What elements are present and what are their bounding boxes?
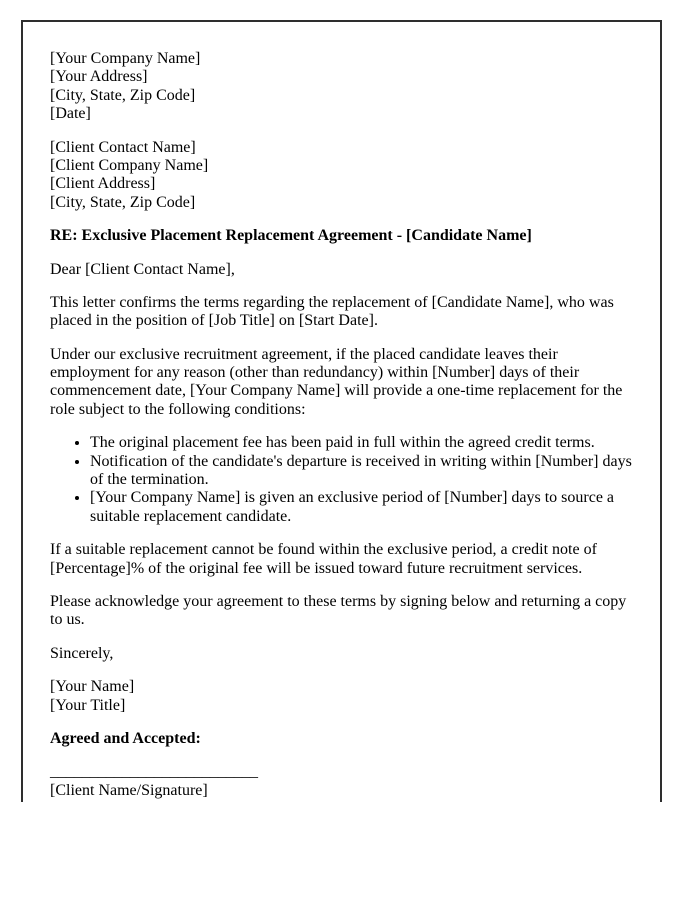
- recipient-city-state-zip-line: [City, State, Zip Code]: [50, 193, 196, 211]
- paragraph-credit-note: If a suitable replacement cannot be found within the exclusive period, a credit note of [Percentage]% of the original fee will be issued toward future recruitment services.: [50, 541, 597, 577]
- sender-title-line: [Your Title]: [50, 696, 126, 714]
- condition-item-fee-paid: • The original placement fee has been paid in full within the agreed credit terms.: [90, 434, 633, 452]
- conditions-list: [50, 434, 633, 526]
- sender-signature-block: [50, 678, 633, 715]
- recipient-address-line: [Client Address]: [50, 175, 156, 193]
- sender-city-state-zip-line: [City, State, Zip Code]: [50, 86, 196, 104]
- paragraph-intro: This letter confirms the terms regarding the replacement of [Candidate Name], who was placed in the position of [Job Title] on [Start Date].: [50, 293, 614, 330]
- letter-date-line: [Date]: [50, 105, 91, 123]
- sender-name-line: [Your Name]: [50, 678, 135, 696]
- agreement-heading: Agreed and Accepted:: [50, 729, 201, 747]
- paragraph-acknowledge: Please acknowledge your agreement to these terms by signing below and returning a copy to us.: [50, 592, 627, 629]
- client-signature-area: [50, 763, 633, 800]
- recipient-contact-line: [Client Contact Name]: [50, 138, 196, 156]
- condition-item-exclusive-period: • [Your Company Name] is given an exclusive period of [Number] days to source a suitable replacement candidate.: [90, 489, 633, 526]
- paragraph-terms: Under our exclusive recruitment agreement, if the placed candidate leaves their employment for any reason (other than redundancy) within [Number] days of their commencement date, [Your Company Name] will provide a one-time replacement for the role subject to the following conditions:: [50, 345, 623, 418]
- salutation: Dear [Client Contact Name],: [50, 260, 235, 278]
- signature-label: [Client Name/Signature]: [50, 781, 208, 799]
- recipient-company-line: [Client Company Name]: [50, 156, 209, 174]
- signature-line: __________________________: [50, 763, 258, 781]
- letter-page: [21, 20, 662, 802]
- closing-line: Sincerely,: [50, 644, 114, 662]
- sender-address-line: [Your Address]: [50, 68, 148, 86]
- condition-item-notification: • Notification of the candidate's departure is received in writing within [Number] days of the termination.: [90, 453, 633, 490]
- sender-company-line: [Your Company Name]: [50, 50, 201, 67]
- sender-block: [50, 50, 633, 124]
- subject-line: RE: Exclusive Placement Replacement Agreement - [Candidate Name]: [50, 227, 532, 245]
- recipient-block: [50, 139, 633, 213]
